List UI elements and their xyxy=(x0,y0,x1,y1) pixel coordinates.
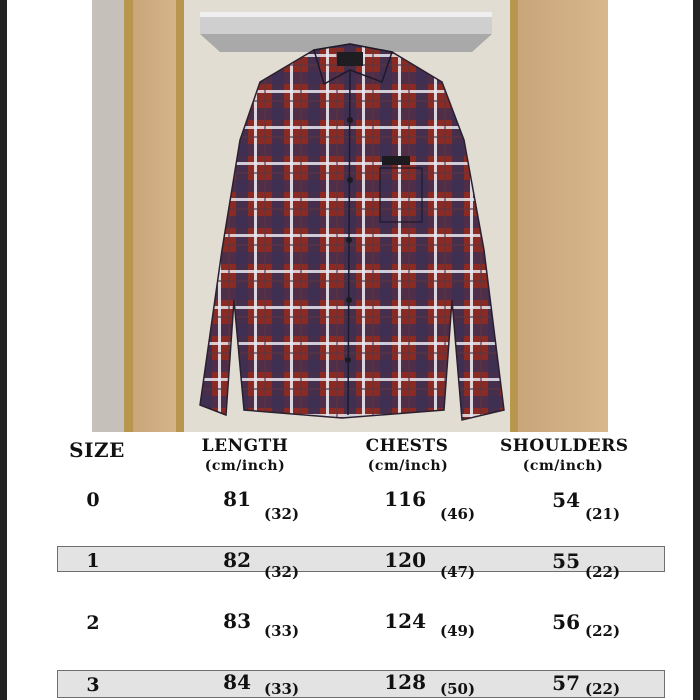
chest-cm: 116 xyxy=(384,487,426,511)
chest-inch: (50) xyxy=(440,680,476,698)
shoulder-cm: 56 xyxy=(552,610,580,634)
header-chests: CHESTS xyxy=(365,436,449,456)
chest-cm: 124 xyxy=(384,609,426,633)
chest-inch: (46) xyxy=(440,505,476,523)
shoulder-cm: 57 xyxy=(552,671,580,695)
chest-cm: 120 xyxy=(384,548,426,572)
size-cell: 0 xyxy=(86,489,100,511)
header-length-unit: (cm/inch) xyxy=(204,458,286,474)
chest-inch: (49) xyxy=(440,622,476,640)
length-cm: 84 xyxy=(223,670,251,694)
header-chests-unit: (cm/inch) xyxy=(367,458,449,474)
shoulder-cm: 55 xyxy=(552,549,580,573)
size-cell: 2 xyxy=(86,612,100,634)
chest-inch: (47) xyxy=(440,563,476,581)
shoulder-inch: (22) xyxy=(585,563,621,581)
length-inch: (32) xyxy=(264,505,300,523)
header-shoulders: SHOULDERS xyxy=(500,436,629,456)
chest-cm: 128 xyxy=(384,670,426,694)
size-cell: 3 xyxy=(86,674,100,696)
header-shoulders-unit: (cm/inch) xyxy=(522,458,604,474)
product-photo xyxy=(92,0,608,432)
header-length: LENGTH xyxy=(201,436,289,456)
shoulder-cm: 54 xyxy=(552,488,580,512)
length-cm: 82 xyxy=(223,548,251,572)
shoulder-inch: (22) xyxy=(585,680,621,698)
size-chart xyxy=(0,432,700,700)
shoulder-inch: (22) xyxy=(585,622,621,640)
length-cm: 81 xyxy=(223,487,251,511)
length-inch: (32) xyxy=(264,563,300,581)
header-size: SIZE xyxy=(69,438,125,462)
length-cm: 83 xyxy=(223,609,251,633)
length-inch: (33) xyxy=(264,680,300,698)
shoulder-inch: (21) xyxy=(585,505,621,523)
plaid-shirt-illustration xyxy=(92,0,608,432)
length-inch: (33) xyxy=(264,622,300,640)
size-cell: 1 xyxy=(86,550,100,572)
